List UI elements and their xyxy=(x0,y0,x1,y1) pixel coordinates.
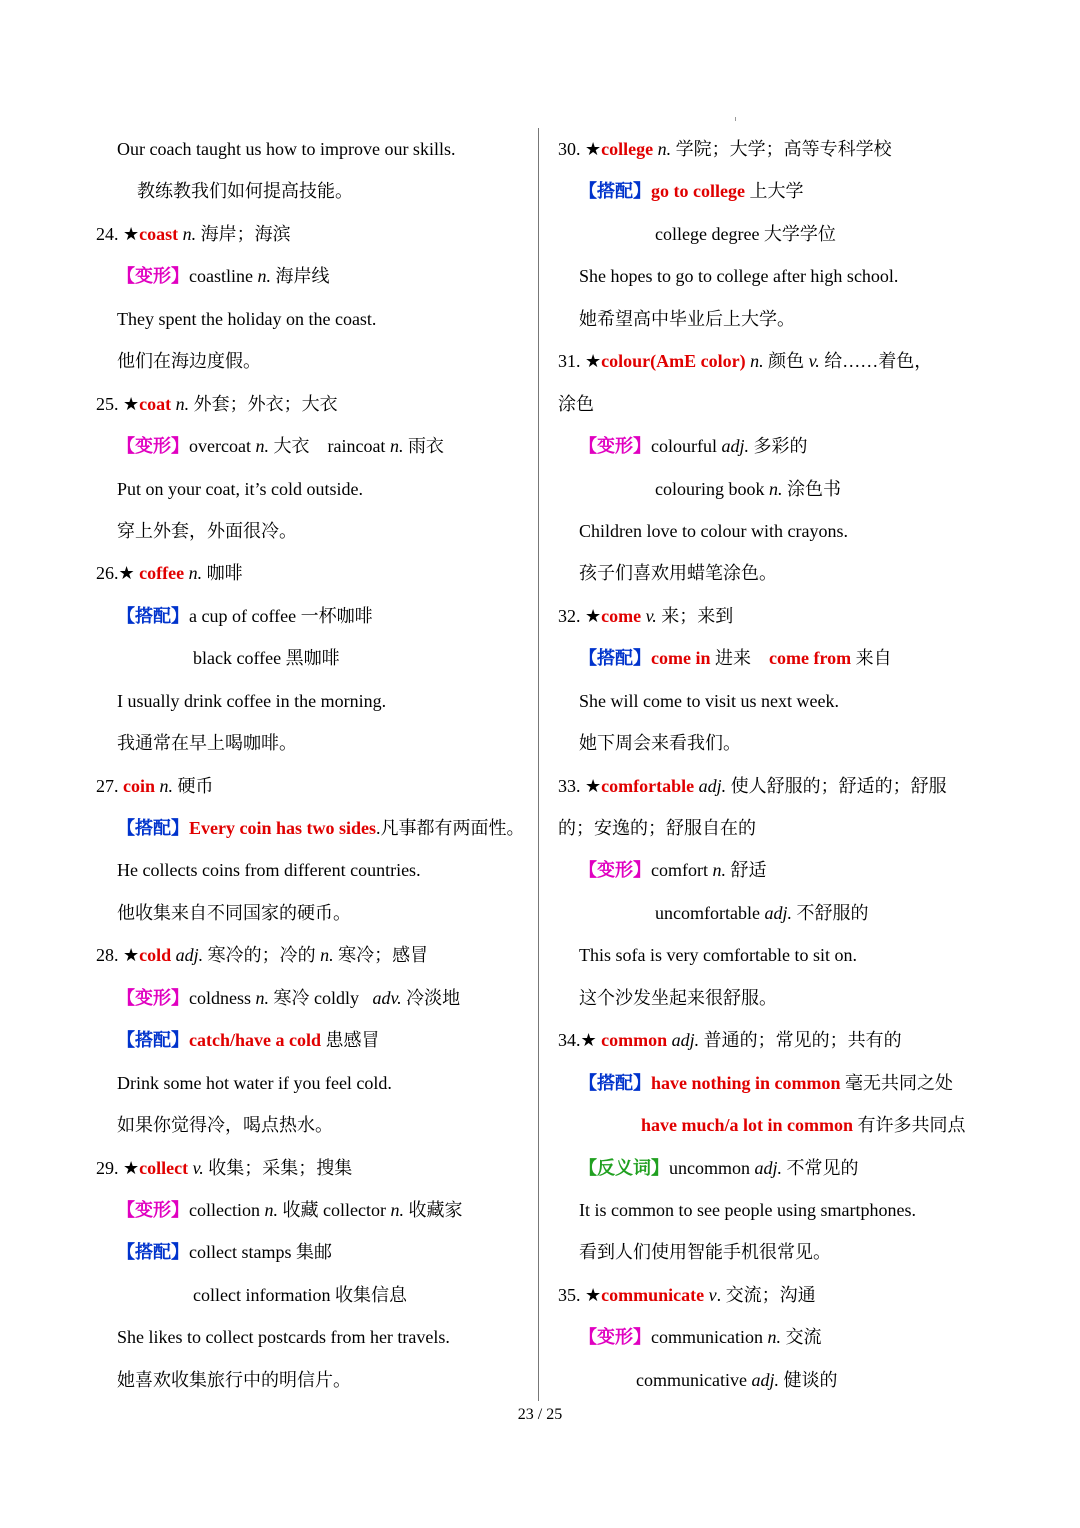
form-line: colouring book n. 涂色书 xyxy=(655,478,841,499)
entry-27-collocations: 【搭配】Every coin has two sides.凡事都有两面性。 xyxy=(117,818,525,838)
example-zh: 她下周会来看我们。 xyxy=(579,733,741,754)
star-icon: ★ xyxy=(123,945,140,966)
star-icon: ★ xyxy=(585,605,602,626)
headword: college xyxy=(601,139,654,159)
entry-29-collocations: 【搭配】collect stamps 集邮 xyxy=(117,1242,332,1263)
form-line: uncomfortable adj. 不舒服的 xyxy=(655,902,869,923)
entry-30-collocations: 【搭配】go to college 上大学 xyxy=(579,181,804,202)
example-en: I usually drink coffee in the morning. xyxy=(117,690,387,711)
collocation-tag: 【搭配】 xyxy=(117,605,189,626)
form-tag: 【变形】 xyxy=(579,860,651,881)
entry-34-antonym: 【反义词】uncommon adj. 不常见的 xyxy=(579,1157,859,1178)
example-zh: 我通常在早上喝咖啡。 xyxy=(117,733,297,754)
headword: comfortable xyxy=(601,775,695,796)
collocation-line: black coffee 黑咖啡 xyxy=(193,648,340,669)
entry-28-forms: 【变形】coldness n. 寒冷 coldly adv. 冷淡地 xyxy=(117,987,461,1008)
entry-28-headword: 28. ★cold adj. 寒冷的；冷的 n. 寒冷；感冒 xyxy=(96,945,429,966)
collocation-line: have much/a lot in common 有许多共同点 xyxy=(641,1115,966,1136)
example-en: It is common to see people using smartphones. xyxy=(579,1199,916,1220)
example-en: They spent the holiday on the coast. xyxy=(117,308,377,329)
right-column xyxy=(558,128,988,1401)
star-icon: ★ xyxy=(580,1030,597,1051)
example-zh: 他们在海边度假。 xyxy=(117,351,261,372)
example-zh: 穿上外套，外面很冷。 xyxy=(117,520,297,541)
entry-35-forms: 【变形】communication n. 交流 xyxy=(579,1327,822,1348)
star-icon: ★ xyxy=(585,775,602,796)
example-zh: 她希望高中毕业后上大学。 xyxy=(579,308,795,329)
entry-31-headword: 31. ★colour(AmE color) n. 颜色 v. 给……着色， xyxy=(558,351,933,372)
entry-28-collocations: 【搭配】catch/have a cold 患感冒 xyxy=(117,1030,380,1051)
definition-continuation: 涂色 xyxy=(558,393,594,414)
headword: communicate xyxy=(601,1284,705,1305)
star-icon: ★ xyxy=(585,1284,602,1305)
headword: coffee xyxy=(139,563,185,584)
collocation-line: collect information 收集信息 xyxy=(193,1284,407,1305)
entry-32-collocations: 【搭配】come in 进来 come from 来自 xyxy=(579,648,892,669)
example-en: Put on your coat, it’s cold outside. xyxy=(117,478,363,499)
star-icon: ★ xyxy=(123,1157,140,1178)
form-tag: 【变形】 xyxy=(117,436,189,457)
entry-30-headword: 30. ★college n. 学院；大学；高等专科学校 xyxy=(558,139,892,159)
entry-34-collocations: 【搭配】have nothing in common 毫无共同之处 xyxy=(579,1072,954,1093)
form-tag: 【变形】 xyxy=(117,987,189,1008)
headword: common xyxy=(601,1030,668,1051)
form-tag: 【变形】 xyxy=(579,436,651,457)
entry-33-forms: 【变形】comfort n. 舒适 xyxy=(579,860,767,881)
example-zh: 孩子们喜欢用蜡笔涂色。 xyxy=(579,563,777,584)
example-zh: 看到人们使用智能手机很常见。 xyxy=(579,1242,831,1263)
entry-24-forms: 【变形】coastline n. 海岸线 xyxy=(117,266,330,287)
headword: coast xyxy=(139,223,179,244)
header-mark xyxy=(735,117,736,121)
star-icon: ★ xyxy=(585,351,602,372)
collocation-tag: 【搭配】 xyxy=(579,648,651,669)
antonym-tag: 【反义词】 xyxy=(579,1157,669,1178)
entry-29-headword: 29. ★collect v. 收集；采集；搜集 xyxy=(96,1157,353,1178)
entry-26-headword: 26.★ coffee n. 咖啡 xyxy=(96,563,243,584)
entry-31-forms: 【变形】colourful adj. 多彩的 xyxy=(579,436,808,457)
entry-26-collocations: 【搭配】a cup of coffee 一杯咖啡 xyxy=(117,605,373,626)
collocation-tag: 【搭配】 xyxy=(579,181,651,202)
headword: cold xyxy=(139,945,172,966)
headword: coin xyxy=(123,775,156,796)
form-tag: 【变形】 xyxy=(117,266,189,287)
star-icon: ★ xyxy=(123,393,140,414)
example-en: Drink some hot water if you feel cold. xyxy=(117,1072,392,1093)
star-icon: ★ xyxy=(118,563,135,584)
example-zh: 她喜欢收集旅行中的明信片。 xyxy=(117,1369,351,1390)
headword: coat xyxy=(139,393,172,414)
entry-29-forms: 【变形】collection n. 收藏 collector n. 收藏家 xyxy=(117,1199,463,1220)
entry-34-headword: 34.★ common adj. 普通的；常见的；共有的 xyxy=(558,1030,902,1051)
example-en: She will come to visit us next week. xyxy=(579,690,839,711)
example-zh: 他收集来自不同国家的硬币。 xyxy=(117,902,351,923)
left-column xyxy=(96,128,534,1401)
collocation-line: college degree 大学学位 xyxy=(655,223,836,244)
definition-continuation: 的；安逸的；舒服自在的 xyxy=(558,818,756,838)
entry-32-headword: 32. ★come v. 来；来到 xyxy=(558,605,734,626)
headword: collect xyxy=(139,1157,189,1178)
form-tag: 【变形】 xyxy=(117,1199,189,1220)
example-en: She hopes to go to college after high school. xyxy=(579,266,899,287)
entry-25-forms: 【变形】overcoat n. 大衣 raincoat n. 雨衣 xyxy=(117,436,444,457)
collocation-tag: 【搭配】 xyxy=(117,1030,189,1051)
example-en: She likes to collect postcards from her travels. xyxy=(117,1327,450,1348)
example-zh: 这个沙发坐起来很舒服。 xyxy=(579,987,777,1008)
entry-25-headword: 25. ★coat n. 外套；外衣；大衣 xyxy=(96,393,338,414)
example-en: Our coach taught us how to improve our skills. xyxy=(117,139,456,159)
entry-35-headword: 35. ★communicate v. 交流；沟通 xyxy=(558,1284,816,1305)
entry-24-headword: 24. ★coast n. 海岸；海滨 xyxy=(96,223,291,244)
column-divider xyxy=(538,128,539,1401)
page-number: 23 / 25 xyxy=(517,1406,563,1423)
star-icon: ★ xyxy=(585,139,602,159)
example-en: Children love to colour with crayons. xyxy=(579,520,848,541)
example-en: This sofa is very comfortable to sit on. xyxy=(579,945,857,966)
collocation-tag: 【搭配】 xyxy=(117,818,189,838)
entry-33-headword: 33. ★comfortable adj. 使人舒服的；舒适的；舒服 xyxy=(558,775,947,796)
example-en: He collects coins from different countries. xyxy=(117,860,421,881)
star-icon: ★ xyxy=(123,223,140,244)
example-zh: 教练教我们如何提高技能。 xyxy=(137,181,353,202)
headword: come xyxy=(601,605,642,626)
collocation-tag: 【搭配】 xyxy=(117,1242,189,1263)
example-zh: 如果你觉得冷，喝点热水。 xyxy=(117,1115,333,1136)
form-tag: 【变形】 xyxy=(579,1327,651,1348)
collocation-tag: 【搭配】 xyxy=(579,1072,651,1093)
entry-27-headword: 27. coin n. 硬币 xyxy=(96,775,214,796)
form-line: communicative adj. 健谈的 xyxy=(636,1369,838,1390)
headword: colour(AmE color) xyxy=(601,351,746,372)
